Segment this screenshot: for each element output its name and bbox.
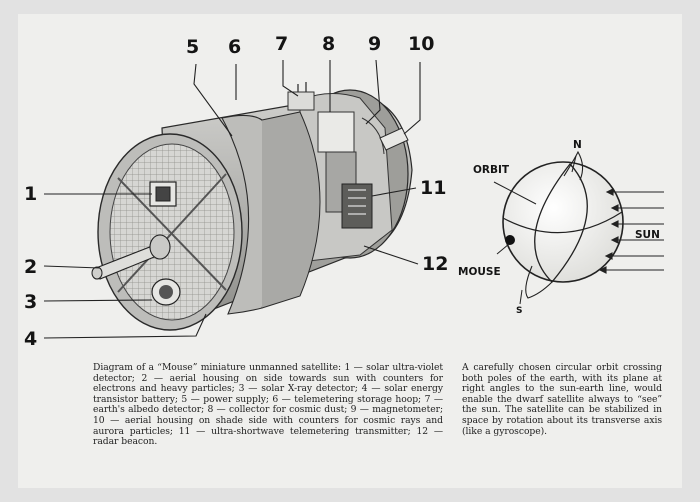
callout-6: 6	[228, 36, 242, 58]
callout-7: 7	[275, 33, 289, 55]
callout-3: 3	[24, 291, 38, 313]
callout-12: 12	[422, 253, 449, 275]
sun-label: SUN	[635, 229, 660, 241]
south-label: S	[516, 306, 523, 316]
satellite-caption	[93, 363, 443, 448]
orbit-caption	[462, 363, 662, 437]
callout-8: 8	[322, 33, 336, 55]
orbit-label: ORBIT	[473, 164, 510, 176]
callout-9: 9	[368, 33, 382, 55]
callout-10: 10	[408, 33, 435, 55]
north-label: N	[573, 139, 582, 151]
callout-5: 5	[186, 36, 200, 58]
mouse-label: MOUSE	[458, 266, 501, 278]
callout-11: 11	[420, 177, 447, 199]
satellite-drawing	[92, 82, 412, 330]
orbit-diagram	[458, 139, 664, 316]
callout-2: 2	[24, 256, 38, 278]
callout-1: 1	[24, 183, 38, 205]
callout-4: 4	[24, 328, 38, 350]
caption-left-text: Diagram of a “Mouse” miniature unmanned satellite: 1 — solar ultra-violet detector; 2 — aerial housing on side towards sun with counters for electrons and heavy particles; 3 — solar X-ray detector; 4 — solar energy transistor battery; 5 — power supply; 6 — telemetering storage hoop; 7 — earth's albedo detector; 8 — collector for cosmic dust; 9 — magnetometer; 10 — aerial housing on shade side with counters for cosmic rays and aurora particles; 11 — ultra-shortwave telemetering transmitter; 12 — radar beacon.	[93, 362, 443, 448]
caption-right-text: A carefully chosen circular orbit crossing both poles of the earth, with its plane at right angles to the sun-earth line, would enable the dwarf satellite always to “see” the sun. The satellite can be stabilized in space by rotation about its transverse axis (like a gyroscope).	[462, 362, 662, 437]
